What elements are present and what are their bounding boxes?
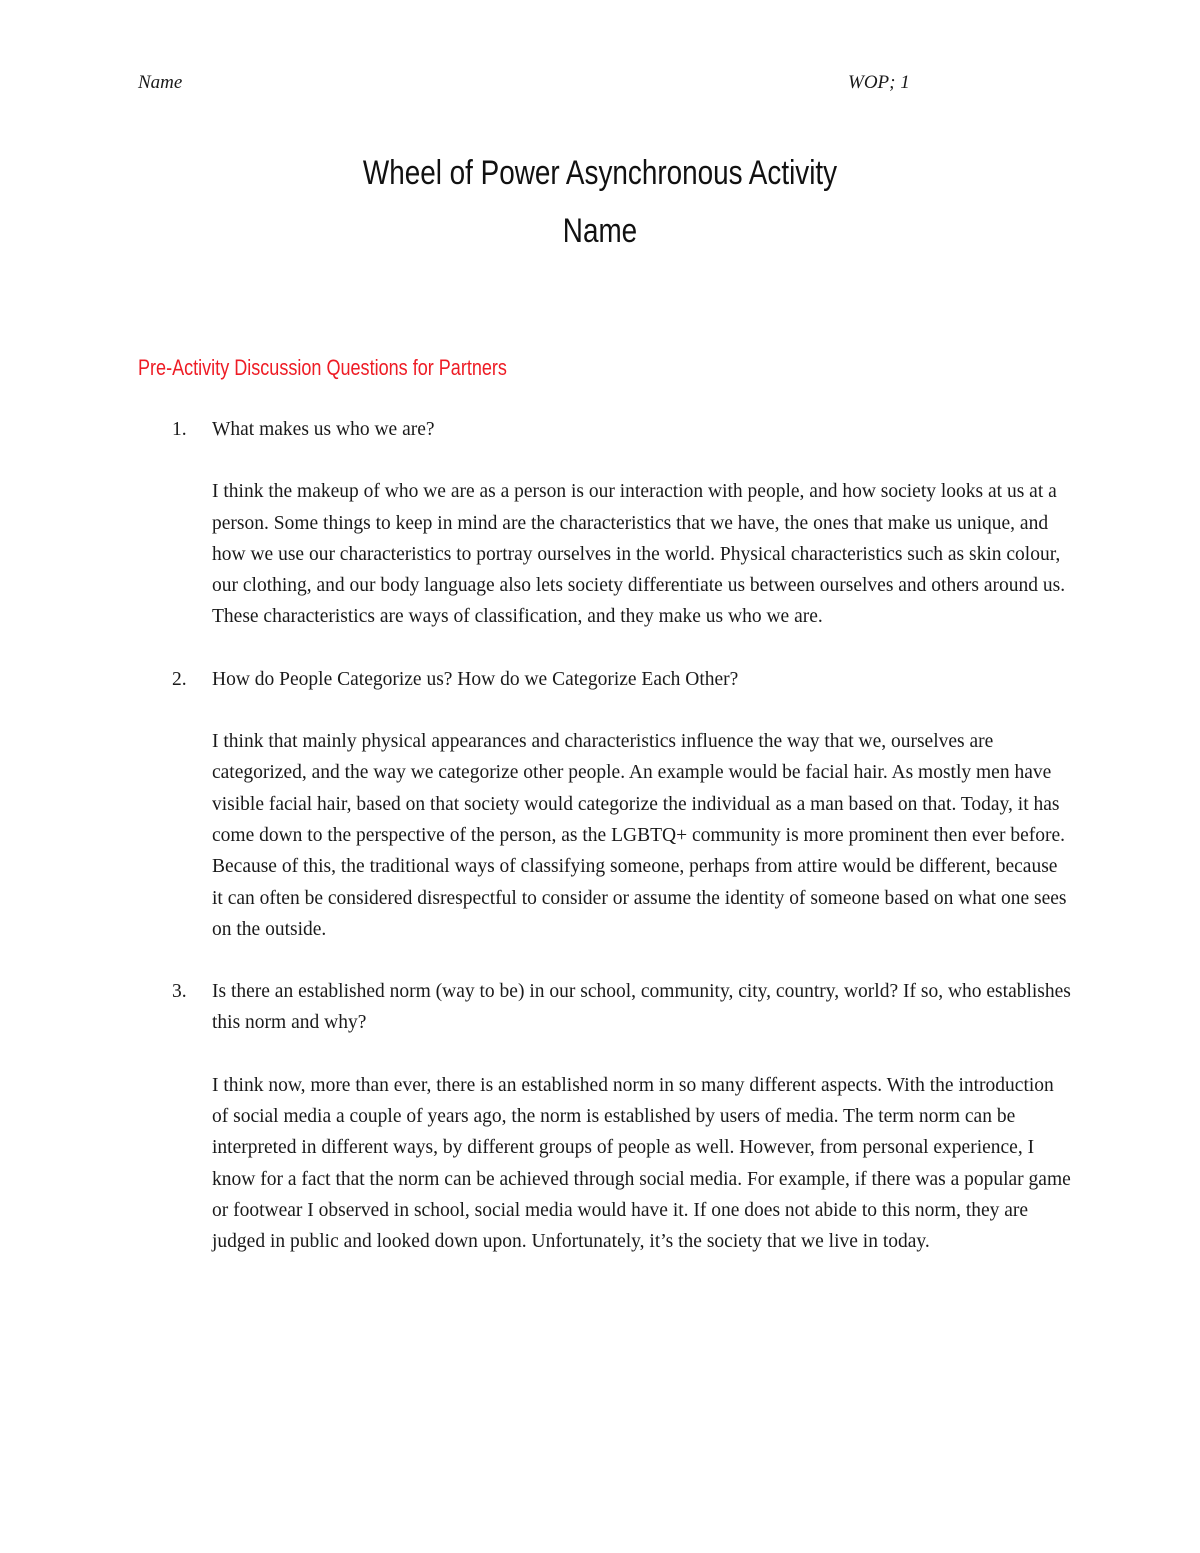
- question-item-1: [172, 414, 1072, 633]
- question-number: 2.: [172, 668, 187, 690]
- answer-text: I think now, more than ever, there is an established norm in so many different aspects. With the introduction of social media a couple of years ago, the norm is established by users of media. The term norm can be interpreted in different ways, by different groups of people as well. However, from personal experience, I know for a fact that the norm can be achieved through social media. For example, if there was a popular game or footwear I observed in school, social media would have it. If one does not abide to this norm, they are judged in public and looked down upon. Unfortunately, it’s the society that we live in today.: [212, 1074, 1071, 1253]
- question-text: Is there an established norm (way to be) in our school, community, city, country, world? If so, who establishes this norm and why?: [212, 981, 1071, 1034]
- answer-text: I think that mainly physical appearances and characteristics influence the way that we, ourselves are categorized, and the way we categorize other people. An example would be facial hair. As mostly men have visible facial hair, based on that society would categorize the individual as a man based on that. Today, it has come down to the perspective of the person, as the LGBTQ+ community is more prominent then ever before. Because of this, the traditional ways of classifying someone, perhaps from attire would be different, because it can often be considered disrespectful to consider or assume the identity of someone based on what one sees on the outside.: [212, 731, 1067, 940]
- document-subtitle: Name: [562, 212, 638, 250]
- question-text: How do People Categorize us? How do we Categorize Each Other?: [212, 668, 739, 690]
- header-name: Name: [138, 72, 183, 93]
- title-block: [0, 150, 1200, 254]
- running-header: [138, 72, 918, 98]
- question-list: [172, 414, 1072, 1258]
- answer-text: I think the makeup of who we are as a person is our interaction with people, and how society looks at us at a person. Some things to keep in mind are the characteristics that we have, the ones that make us unique, and how we use our characteristics to portray ourselves in the world. Physical characteristics such as skin colour, our clothing, and our body language also lets society differentiate us between ourselves and others around us. These characteristics are ways of classification, and they make us who we are.: [212, 481, 1066, 628]
- section-heading: Pre-Activity Discussion Questions for Partners: [138, 355, 507, 380]
- document-title: Wheel of Power Asynchronous Activity: [362, 154, 838, 192]
- question-number: 3.: [172, 981, 187, 1003]
- question-item-2: [172, 664, 1072, 945]
- header-page-label: WOP; 1: [848, 72, 910, 93]
- question-text: What makes us who we are?: [212, 419, 435, 440]
- question-number: 1.: [172, 419, 187, 440]
- question-item-3: [172, 976, 1072, 1257]
